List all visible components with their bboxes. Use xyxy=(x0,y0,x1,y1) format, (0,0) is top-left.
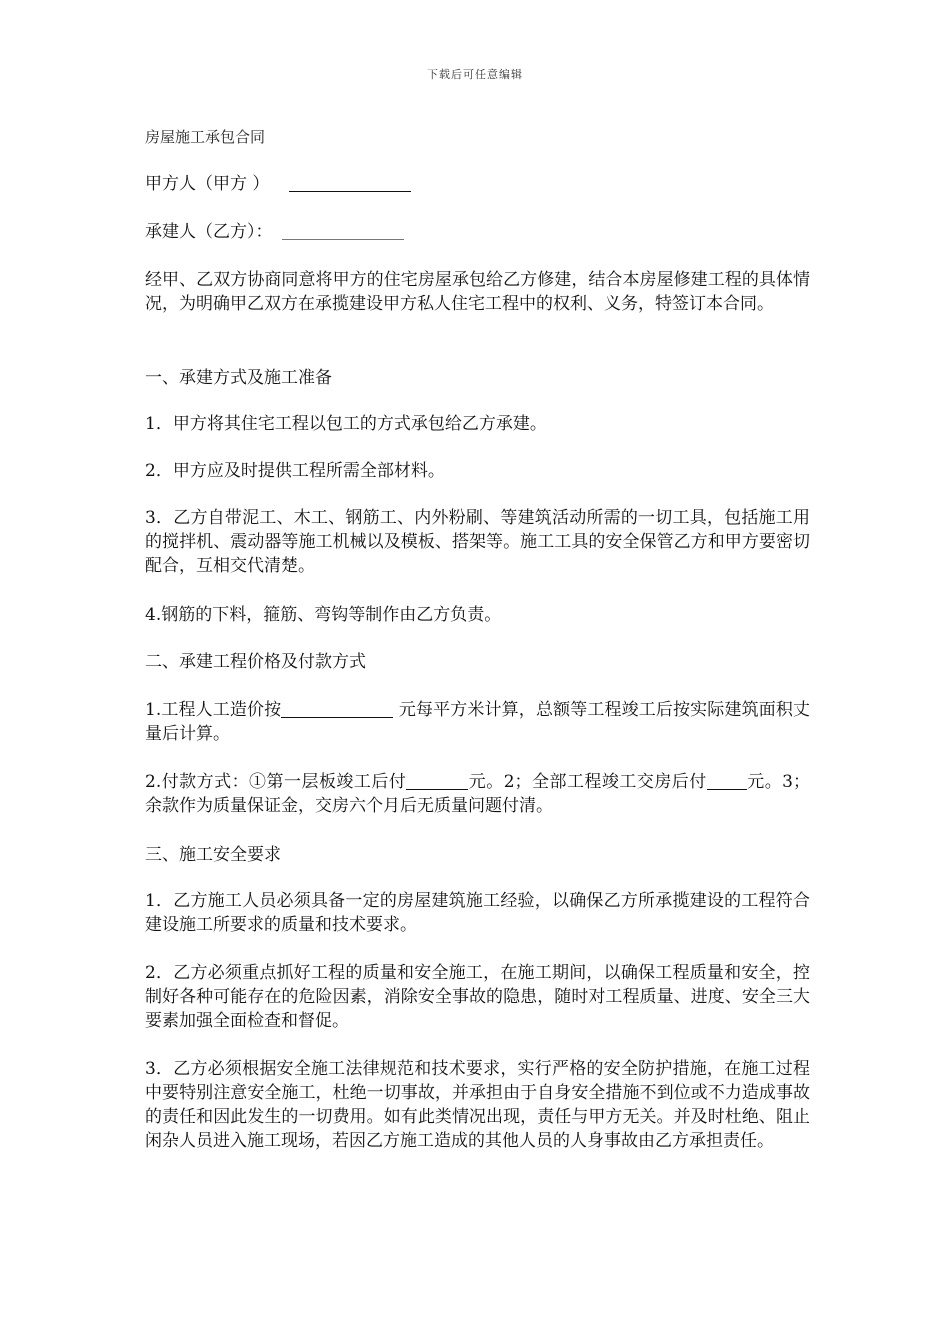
intro-paragraph: 经甲、乙双方协商同意将甲方的住宅房屋承包给乙方修建，结合本房屋修建工程的具体情况，为明确甲乙双方在承揽建设甲方私人住宅工程中的权利、义务，特签订本合同。 xyxy=(145,270,810,314)
document-title: 房屋施工承包合同 xyxy=(145,128,266,146)
section2-item-1 xyxy=(145,698,810,746)
section1-item-2: 2．甲方应及时提供工程所需全部材料。 xyxy=(145,461,445,481)
section1-item-1: 1．甲方将其住宅工程以包工的方式承包给乙方承建。 xyxy=(145,414,547,434)
party-b-label: 承建人（乙方）： xyxy=(145,222,273,242)
section2-item-2-part3: 元。3；余款作为质量保证金，交房六个月后无质量问题付清。 xyxy=(145,772,810,816)
party-b-blank xyxy=(282,221,404,240)
section3-item-2: 2．乙方必须重点抓好工程的质量和安全施工，在施工期间，以确保工程质量和安全，控制好各种可能存在的危险因素，消除安全事故的隐患，随时对工程质量、进度、安全三大要素加强全面检查和督促。 xyxy=(145,963,810,1031)
first-payment-blank xyxy=(406,771,468,790)
page-header: 下载后可任意编辑 xyxy=(427,68,523,81)
section1-item-4: 4.钢筋的下料，箍筋、弯钩等制作由乙方负责。 xyxy=(145,605,502,625)
party-a-label: 甲方人（甲方 ） xyxy=(145,174,270,194)
section2-item-1-after: 元每平方米计算，总额等工程竣工后按实际建筑面积丈量后计算。 xyxy=(145,700,810,744)
section3-item-1: 1．乙方施工人员必须具备一定的房屋建筑施工经验，以确保乙方所承揽建设的工程符合建设施工所要求的质量和技术要求。 xyxy=(145,891,810,935)
unit-price-blank xyxy=(281,699,393,718)
second-payment-blank xyxy=(707,771,747,790)
section3-item-3: 3．乙方必须根据安全施工法律规范和技术要求，实行严格的安全防护措施，在施工过程中要特别注意安全施工，杜绝一切事故，并承担由于自身安全措施不到位或不力造成事故的责任和因此发生的一切费用。如有此类情况出现，责任与甲方无关。并及时杜绝、阻止闲杂人员进入施工现场，若因乙方施工造成的其他人员的人身事故由乙方承担责任。 xyxy=(145,1059,810,1151)
section2-heading: 二、承建工程价格及付款方式 xyxy=(145,652,366,672)
section2-item-1-before: 1.工程人工造价按 xyxy=(145,700,282,720)
party-a-line xyxy=(145,172,411,196)
section2-item-2-part2: 元。2；全部工程竣工交房后付 xyxy=(468,772,707,792)
section2-item-2-part1: 2.付款方式：①第一层板竣工后付 xyxy=(145,772,407,792)
section2-item-2 xyxy=(145,770,810,818)
section1-item-3: 3．乙方自带泥工、木工、钢筋工、内外粉刷、等建筑活动所需的一切工具，包括施工用的搅拌机、震动器等施工机械以及模板、搭架等。施工工具的安全保管乙方和甲方要密切配合，互相交代清楚。 xyxy=(145,508,810,576)
section3-heading: 三、施工安全要求 xyxy=(145,845,281,865)
party-a-blank xyxy=(289,173,411,192)
section1-heading: 一、承建方式及施工准备 xyxy=(145,368,332,388)
party-b-line xyxy=(145,220,404,244)
